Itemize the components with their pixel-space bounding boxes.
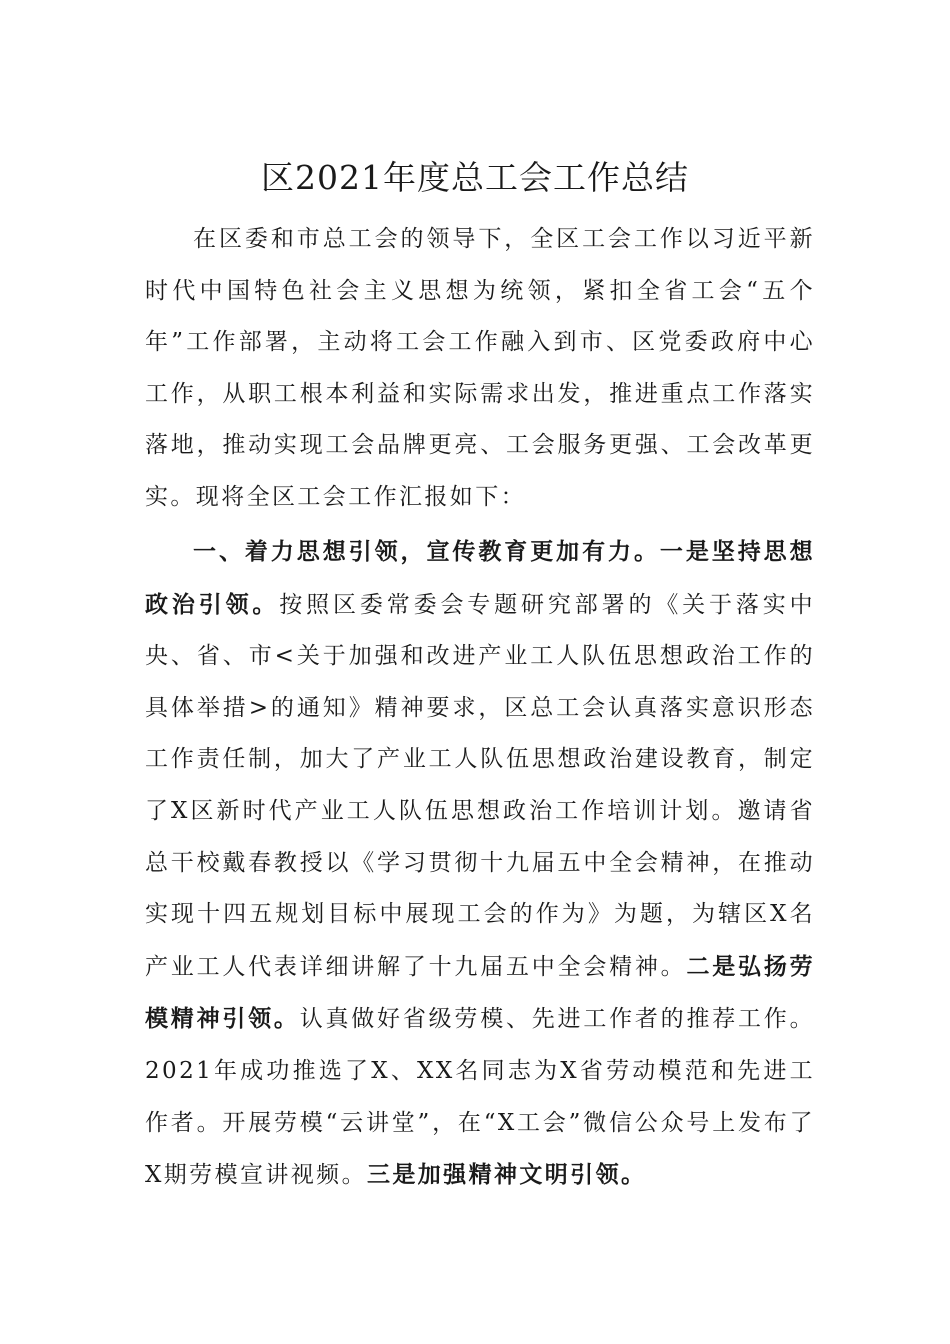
item-3-lead: 三是加强精神文明引领。 xyxy=(366,1161,647,1189)
item-2-lead: 二是弘扬劳模精神引领。 xyxy=(145,952,816,1033)
section-1-heading: 一、着力思想引领，宣传教育更加有力。 xyxy=(193,538,660,565)
item-1-text: 按照区委常委会专题研究部署的《关于落实中央、省、市<关于加强和改进产业工人队伍思想政治工作的具体举措>的通知》精神要求，区总工会认真落实意识形态工作责任制，加大了产业工人队伍思想政治建设教育，制定了X区新时代产业工人队伍思想政治工作培训计划。邀请省总干校戴春教授以《学习贯彻十九届五中全会精神，在推动实现十四五规划目标中展现工会的作为》为题，为辖区X名产业工人代表详细讲解了十九届五中全会精神。 xyxy=(145,591,816,980)
item-1-lead: 一是坚持思想政治引领。 xyxy=(145,538,816,618)
section-1-paragraph xyxy=(145,526,815,1202)
document-title: 区2021年度总工会工作总结 xyxy=(261,158,689,197)
intro-paragraph: 在区委和市总工会的领导下，全区工会工作以习近平新时代中国特色社会主义思想为统领，紧扣全省工会“五个年”工作部署，主动将工会工作融入到市、区党委政府中心工作，从职工根本利益和实际需求出发，推进重点工作落实落地，推动实现工会品牌更亮、工会服务更强、工会改革更实。现将全区工会工作汇报如下： xyxy=(145,226,815,510)
item-2-text: 认真做好省级劳模、先进工作者的推荐工作。2021年成功推选了X、XX名同志为X省劳动模范和先进工作者。开展劳模“云讲堂”，在“X工会”微信公众号上发布了X期劳模宣讲视频。 xyxy=(145,1006,815,1189)
